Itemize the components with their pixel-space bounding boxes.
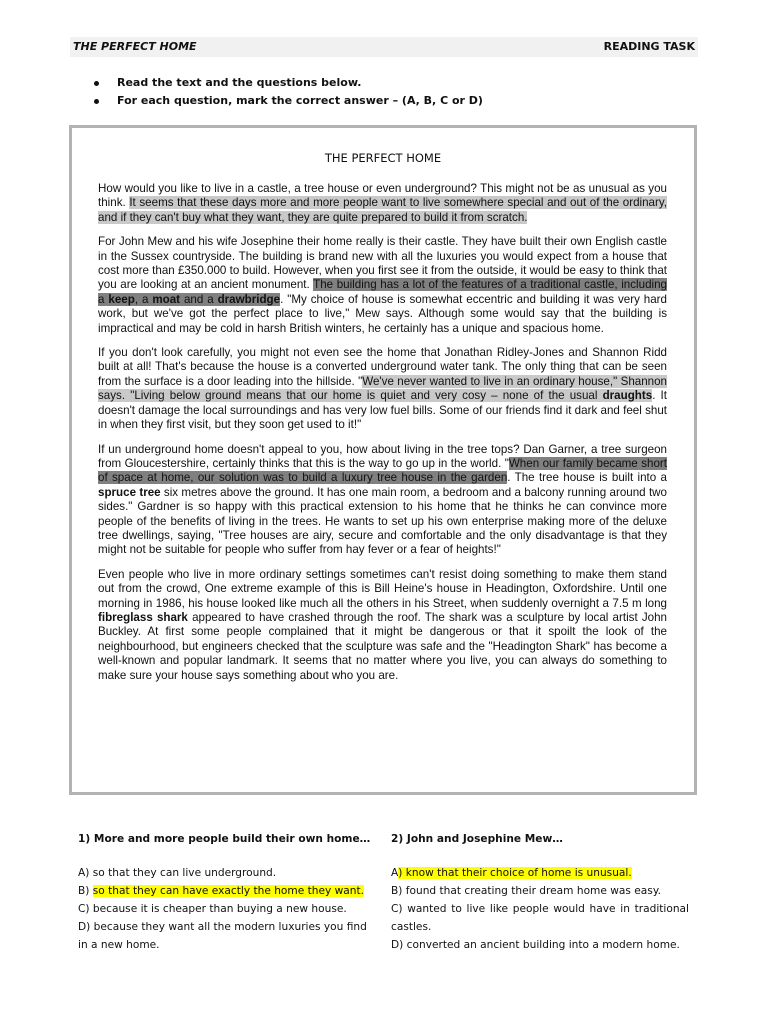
q2-option-b[interactable] <box>391 882 689 900</box>
p1-highlight: It seems that these days more and more people want to live somewhere special and out of the ordinary, and if they can't buy what they want, they are quite prepared to build it from scratch. <box>98 196 668 224</box>
p2-hl-text: The building has a lot of the features of a traditional castle, including a <box>98 278 667 306</box>
option-letter: B) <box>78 885 93 897</box>
p2-hl-text: and a <box>180 292 218 306</box>
option-letter: A) <box>78 867 93 879</box>
selected-answer-highlight: so that they can have exactly the home they want. <box>92 885 365 897</box>
p2-text-end: . "My choice of house is somewhat eccentric and building it was very hard work, but we've got the perfect place to live," Mew says. Although some would say that the building is impractical and may be cold in harsh British winters, he certainly has a unique and spacious home. <box>98 292 667 335</box>
option-letter: D) <box>78 921 94 933</box>
q1-option-a[interactable] <box>78 864 378 882</box>
option-text: because they want all the modern luxuries you find in a new home. <box>78 921 367 951</box>
questions-section <box>78 830 690 980</box>
passage-title: THE PERFECT HOME <box>324 151 442 165</box>
instruction-item: For each question, mark the correct answer – (A, B, C or D) <box>93 92 693 110</box>
question-2-title: 2) John and Josephine Mew… <box>391 833 563 845</box>
option-letter: B) <box>391 885 406 897</box>
instruction-item: Read the text and the questions below. <box>93 74 693 92</box>
p1-text: How would you like to live in a castle, a tree house or even underground? This might not be as unusual as you think. <box>98 182 667 210</box>
option-text: converted an ancient building into a modern home. <box>406 939 680 951</box>
question-1-title: 1) More and more people build their own home… <box>78 833 371 845</box>
option-letter: A <box>391 867 399 879</box>
p5-text: Even people who live in more ordinary settings sometimes can't resist doing something to make them stand out from the crowd, One extreme example of this is Bill Heine's house in Headington, Oxfordshire. Until one morning in 1986, his house looked like much all the others in his Street, when suddenly overnight a 7.5 m long <box>98 567 667 610</box>
keyword-drawbridge: drawbridge <box>217 292 281 306</box>
paragraph-5 <box>98 568 667 683</box>
q2-option-d[interactable] <box>391 936 689 954</box>
keyword-moat: moat <box>152 292 181 306</box>
question-2 <box>391 830 689 954</box>
option-letter: D) <box>391 939 407 951</box>
p2-hl-text: , a <box>134 292 153 306</box>
option-text: because it is cheaper than buying a new house. <box>92 903 347 915</box>
paragraph-1 <box>98 182 667 225</box>
option-text: so that they can live underground. <box>92 867 277 879</box>
p3-text-end: . It doesn't damage the local surroundings and has very low fuel bills. Some of our friends find it dark and feel shut in when they first visit, but they soon get used to it!" <box>98 389 667 432</box>
keyword-spruce-tree: spruce tree <box>98 485 161 499</box>
keyword-fibreglass-shark: fibreglass shark <box>98 610 188 624</box>
page-header <box>70 37 698 57</box>
paragraph-4 <box>98 443 667 558</box>
selected-answer-highlight: ) know that their choice of home is unusual. <box>398 867 632 879</box>
header-title: THE PERFECT HOME <box>73 40 197 53</box>
keyword-keep: keep <box>108 292 135 306</box>
option-text: found that creating their dream home was easy. <box>405 885 661 897</box>
p4-text: If un underground home doesn't appeal to you, how about living in the tree tops? Dan Garner, a tree surgeon from Gloucestershire, certainly thinks that this is the way to go up in the world. " <box>98 442 667 470</box>
q2-option-a[interactable] <box>391 864 689 882</box>
p3-hl-text: We've never wanted to live in an ordinary house," Shannon says. "Living below ground means that our home is quiet and very cosy – none of the usual <box>98 374 668 403</box>
p4-text-mid: . The tree house is built into a <box>507 471 667 485</box>
option-text: wanted to live like people would have in traditional castles. <box>391 903 689 933</box>
q1-option-b[interactable] <box>78 882 378 900</box>
p5-text-end: appeared to have crashed through the roof. The shark was a sculpture by local artist John Buckley. At first some people complained that it might be dangerous or that it spoilt the look of the neighbourhood, but engineers checked that the sculpture was safe and the "Headington Shark" has become a well-known and popular landmark. It seems that no matter where you live, you can always do something to make sure your house says something about who you are. <box>98 610 667 682</box>
option-letter: C) <box>78 903 93 915</box>
header-task-label: READING TASK <box>603 40 695 53</box>
q1-option-c[interactable] <box>78 900 378 918</box>
option-letter: C) <box>391 903 408 915</box>
question-1 <box>78 830 378 954</box>
paragraph-3 <box>98 346 667 432</box>
p4-text-end: six metres above the ground. It has one main room, a bedroom and a balcony running around two sides." Gardner is so happy with this practical extension to his home that he thinks he can convince more people of the benefits of living in the trees. He wants to set up his own enterprise making more of the deluxe tree dwellings, saying, "Tree houses are airy, secure and comfortable and the only disadvantage is that they might not be suitable for people who suffer from hay fever or a fear of heights!" <box>98 485 667 557</box>
paragraph-2 <box>98 235 667 336</box>
keyword-draughts: draughts <box>602 389 653 403</box>
q1-option-d[interactable] <box>78 918 378 954</box>
p2-text: For John Mew and his wife Josephine their home really is their castle. They have built their own English castle in the Sussex countryside. The building is brand new with all the luxuries you would expect from a house that cost more than £350.000 to build. However, when you first see it from the outside, it would be easy to think that you are looking at an ancient monument. <box>98 235 667 292</box>
p4-highlight: When our family became short of space at home, our solution was to build a luxury tree house in the garden <box>98 456 667 485</box>
reading-text-box <box>69 125 697 795</box>
q2-option-c[interactable] <box>391 900 689 936</box>
passage-body <box>98 182 667 693</box>
p3-text: If you don't look carefully, you might not even see the home that Jonathan Ridley-Jones and Shannon Ridd built at all! That's because the house is a converted underground water tank. The only thing that can be seen from the surface is a door leading into the hillside. " <box>98 346 667 388</box>
instructions-list <box>93 74 693 110</box>
